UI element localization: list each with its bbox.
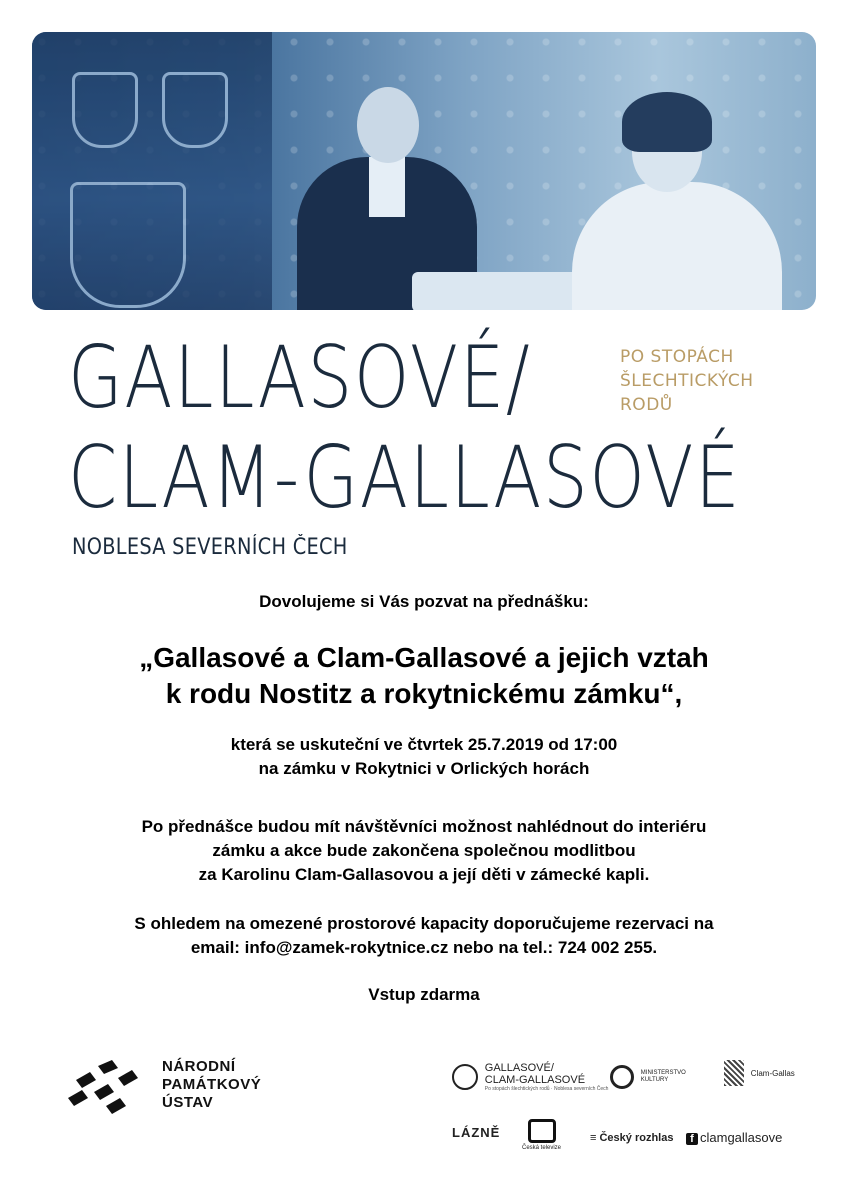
npu-name-line: NÁRODNÍ [162,1058,236,1075]
tagline [620,345,754,417]
title-line: GALLASOVÉ/ [68,328,532,428]
facebook-handle: clamgallasove [700,1130,783,1145]
ministry-logo-line: MINISTERSTVO [640,1070,686,1076]
gallasove-logo-small: Po stopách šlechtických rodů · Noblesa severních Čech [484,1086,609,1092]
reservation-line: S ohledem na omezené prostorové kapacity doporučujeme rezervaci na [134,914,714,933]
cesky-rozhlas-logo [590,1132,673,1144]
crest-shield [70,182,186,308]
gallasove-logo [452,1062,608,1092]
clam-gallas-crest-icon [724,1060,744,1086]
tagline-line: ŠLECHTICKÝCH [620,371,754,391]
portrait-man-head [357,87,419,163]
clam-gallas-logo-line: Clam-Gallas [750,1068,795,1078]
event-date-place [0,733,848,781]
header-photo [32,32,816,310]
ministry-logo-text [641,1070,686,1084]
lazne-logo-text: LÁZNĚ [452,1125,501,1140]
ministry-of-culture-logo [610,1065,686,1089]
facebook-link[interactable] [686,1130,782,1145]
crest-shield [72,72,138,148]
clam-gallas-logo-text [751,1069,795,1078]
ministry-logo-line: KULTURY [640,1077,669,1083]
ct-emblem-icon [528,1119,556,1143]
rozhlas-lines-icon: ≡ [590,1132,600,1144]
lecture-title-line: „Gallasové a Clam-Gallasové a jejich vztah [139,642,709,673]
ct-logo-text: Česká televize [522,1145,562,1151]
program-line: za Karolinu Clam-Gallasovou a její děti v zámecké kapli. [198,865,650,884]
lazne-logo [452,1125,500,1140]
rozhlas-logo-text: Český rozhlas [599,1132,674,1144]
facebook-icon: f [686,1133,698,1145]
event-place: na zámku v Rokytnici v Orlických horách [258,759,590,778]
event-date: která se uskuteční ve čtvrtek 25.7.2019 od 17:00 [230,735,618,754]
lecture-title-line: k rodu Nostitz a rokytnickému zámku“, [165,678,683,709]
ministry-emblem-icon [610,1065,634,1089]
npu-mark-icon [66,1058,146,1114]
coat-of-arms-image [32,32,272,310]
ceska-televize-logo [522,1119,561,1151]
admission-free: Vstup zdarma [368,985,480,1004]
gallasove-logo-text [485,1062,609,1092]
gallasove-emblem-icon [452,1064,478,1090]
tagline-line: RODŮ [620,395,673,415]
invitation-text: Dovolujeme si Vás pozvat na přednášku: [259,592,589,611]
npu-name-line: ÚSTAV [162,1094,214,1111]
npu-name [162,1058,261,1112]
portrait-man-collar [369,157,405,217]
portrait-woman-hair [622,92,712,152]
reservation-contact: email: info@zamek-rokytnice.cz nebo na tel.: 724 002 255. [190,938,658,957]
program-line: Po přednášce budou mít návštěvníci možnost nahlédnout do interiéru [141,817,707,836]
gallasove-logo-line: CLAM-GALLASOVÉ [484,1074,586,1086]
gallasove-logo-line: GALLASOVÉ/ [484,1062,554,1074]
clam-gallas-logo [724,1060,795,1086]
reservation-info [0,912,848,960]
program-info [0,815,848,887]
subtitle: NOBLESA SEVERNÍCH ČECH [72,535,348,560]
npu-logo [66,1058,296,1118]
title-line: CLAM-GALLASOVÉ [68,428,742,528]
lecture-title [0,640,848,712]
portrait-woman [572,92,782,310]
npu-name-line: PAMÁTKOVÝ [162,1076,262,1093]
program-line: zámku a akce bude zakončena společnou modlitbou [212,841,636,860]
crest-shield [162,72,228,148]
portrait-woman-body [572,182,782,310]
tagline-line: PO STOPÁCH [620,347,734,367]
